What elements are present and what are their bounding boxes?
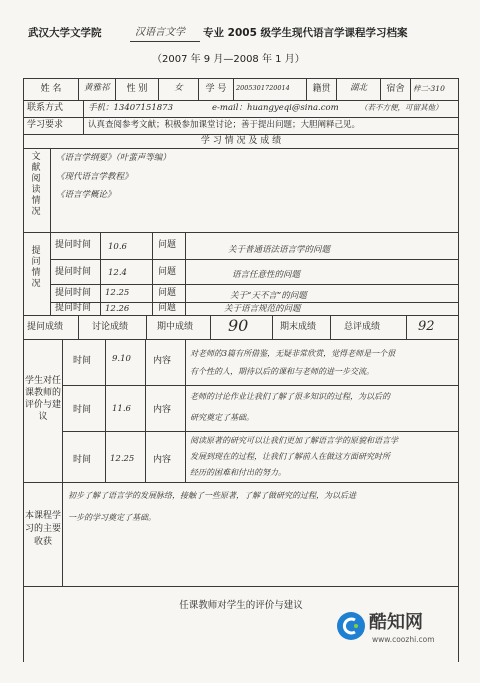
vline (146, 315, 147, 339)
hline (23, 134, 459, 135)
hline (23, 339, 459, 340)
vline (406, 315, 407, 339)
question-text: 语言任意性的问题 (232, 270, 301, 280)
vline (233, 78, 234, 100)
total-label: 总评成绩 (344, 322, 381, 332)
eval-line: 对老师的3篇有所借鉴，无疑非常欣赏，觉得老师是一个很 (190, 349, 396, 358)
vline (78, 78, 79, 100)
eval-time-label: 时间 (73, 405, 92, 415)
dorm-value[interactable]: 梓二-310 (413, 84, 445, 93)
question-time: 12.26 (105, 304, 130, 314)
reading-entry-3: 《语言学概论》 (56, 190, 116, 200)
question-label: 问题 (158, 303, 177, 313)
requirements-text: 认真查阅参考文献；积极参加课堂讨论；善于提出问题；大胆阐释己见。 (88, 120, 361, 130)
vline (185, 339, 186, 482)
semester-range: （2007 年 9 月—2008 年 1 月） (152, 54, 305, 65)
question-time-label: 提问时间 (55, 267, 92, 277)
question-time-label: 提问时间 (55, 288, 92, 298)
question-grade-label: 提问成绩 (27, 322, 64, 332)
eval-line: 老师的讨论作业让我们了解了很多知识的过程，为以后的 (190, 392, 390, 401)
origin-label: 籍贯 (312, 84, 331, 94)
eval-line: 有个性的人，期待以后的课和与老师的进一步交流。 (190, 367, 374, 376)
vline (210, 315, 211, 339)
gender-value[interactable]: 女 (174, 83, 183, 93)
eval-time-label: 时间 (73, 356, 92, 366)
name-label: 姓 名 (40, 84, 62, 94)
question-time-label: 提问时间 (55, 240, 92, 250)
evaluation-label (24, 375, 62, 423)
eval-line: 发展到现在的过程，让我们了解前人在做这方面研究时所 (190, 452, 390, 461)
harvest-line: 初步了解了语言学的发展脉络，接触了一些原著，了解了做研究的过程，为以后进 (68, 491, 356, 500)
eval-time: 12.25 (110, 454, 135, 464)
questions-label: 提问情况 (31, 246, 41, 289)
vline (330, 315, 331, 339)
hline (62, 431, 459, 432)
vline (145, 339, 146, 482)
eval-line: 研究奠定了基础。 (190, 413, 254, 422)
vline (272, 315, 273, 339)
hline (50, 302, 459, 303)
question-label: 问题 (158, 288, 177, 298)
situation-header: 学 习 情 况 及 成 绩 (200, 136, 282, 146)
harvest-label-text: 本课程学习的主要收获 (24, 511, 61, 547)
hline (23, 117, 459, 118)
frame-right (458, 78, 459, 662)
id-label: 学 号 (205, 84, 227, 94)
email-value[interactable]: e-mail：huangyeqi@sina.com (212, 103, 339, 113)
eval-line: 经历的困难和付出的努力。 (190, 468, 286, 477)
reading-label: 文献阅读情况 (31, 152, 41, 217)
title-prefix: 武汉大学文学院 (28, 27, 102, 39)
vline (185, 232, 186, 315)
hline (62, 385, 459, 386)
hline (23, 586, 459, 587)
hline (50, 284, 459, 285)
eval-content-label: 内容 (153, 455, 172, 465)
watermark-logo-icon (337, 612, 365, 640)
hline (23, 232, 459, 233)
question-label: 问题 (158, 240, 177, 250)
eval-line: 阅读原著的研究可以让我们更加了解语言学的原貌和语言学 (190, 436, 398, 445)
requirements-label: 学习要求 (27, 120, 64, 130)
question-time: 10.6 (108, 242, 127, 252)
harvest-label (24, 510, 62, 549)
hline (50, 259, 459, 260)
origin-value[interactable]: 湖北 (349, 83, 367, 93)
vline (152, 232, 153, 315)
eval-content-label: 内容 (153, 405, 172, 415)
question-time-label: 提问时间 (55, 303, 92, 313)
midterm-label: 期中成绩 (157, 322, 194, 332)
eval-time-label: 时间 (73, 455, 92, 465)
question-text: 关于普通语法语言学的问题 (228, 245, 331, 255)
question-text: 关于“天不言”的问题 (230, 291, 307, 301)
vline (62, 339, 63, 482)
id-value[interactable]: 2005301720014 (236, 84, 290, 92)
phone-value[interactable]: 手机：13407151873 (88, 103, 173, 113)
contact-note: （若不方便，可留其他） (360, 103, 443, 112)
major-handwritten: 汉语言文学 (135, 27, 185, 38)
contact-label: 联系方式 (27, 103, 64, 113)
vline (78, 315, 79, 339)
vline (83, 100, 84, 134)
question-time: 12.4 (108, 268, 127, 278)
question-text: 关于语言规范的问题 (224, 304, 301, 314)
eval-content-label: 内容 (153, 356, 172, 366)
dorm-label: 宿舍 (386, 84, 405, 94)
watermark-url: www.coozhi.com (372, 635, 435, 644)
question-label: 问题 (158, 267, 177, 277)
total-value[interactable]: 92 (418, 319, 435, 334)
harvest-line: 一步的学习奠定了基础。 (68, 513, 156, 522)
eval-time: 11.6 (112, 404, 131, 414)
eval-time: 9.10 (112, 354, 131, 364)
name-value[interactable]: 黄雅祁 (84, 83, 110, 93)
teacher-eval-label: 任课教师对学生的评价与建议 (179, 600, 303, 611)
vline (410, 78, 411, 100)
vline (100, 232, 101, 315)
hline (23, 148, 459, 149)
hline (23, 100, 459, 101)
frame-left (23, 78, 24, 662)
gender-label: 性 别 (126, 84, 148, 94)
reading-entry-2: 《现代语言学教程》 (56, 172, 133, 182)
question-time: 12.25 (105, 288, 130, 298)
major-underline (130, 41, 200, 42)
final-label: 期末成绩 (280, 322, 317, 332)
vline (105, 339, 106, 482)
frame-top (23, 78, 459, 79)
midterm-value[interactable]: 90 (228, 316, 249, 335)
discussion-grade-label: 讨论成绩 (92, 322, 129, 332)
evaluation-label-text: 学生对任课教师的评价与建议 (24, 376, 61, 422)
reading-entry-1: 《语言学纲要》（叶蜚声等编） (56, 153, 171, 163)
vline (62, 482, 63, 586)
vline (50, 148, 51, 315)
hline (23, 482, 459, 483)
title-suffix: 专业 2005 级学生现代语言学课程学习档案 (203, 27, 408, 39)
watermark-brand: 酷知网 (369, 612, 423, 633)
